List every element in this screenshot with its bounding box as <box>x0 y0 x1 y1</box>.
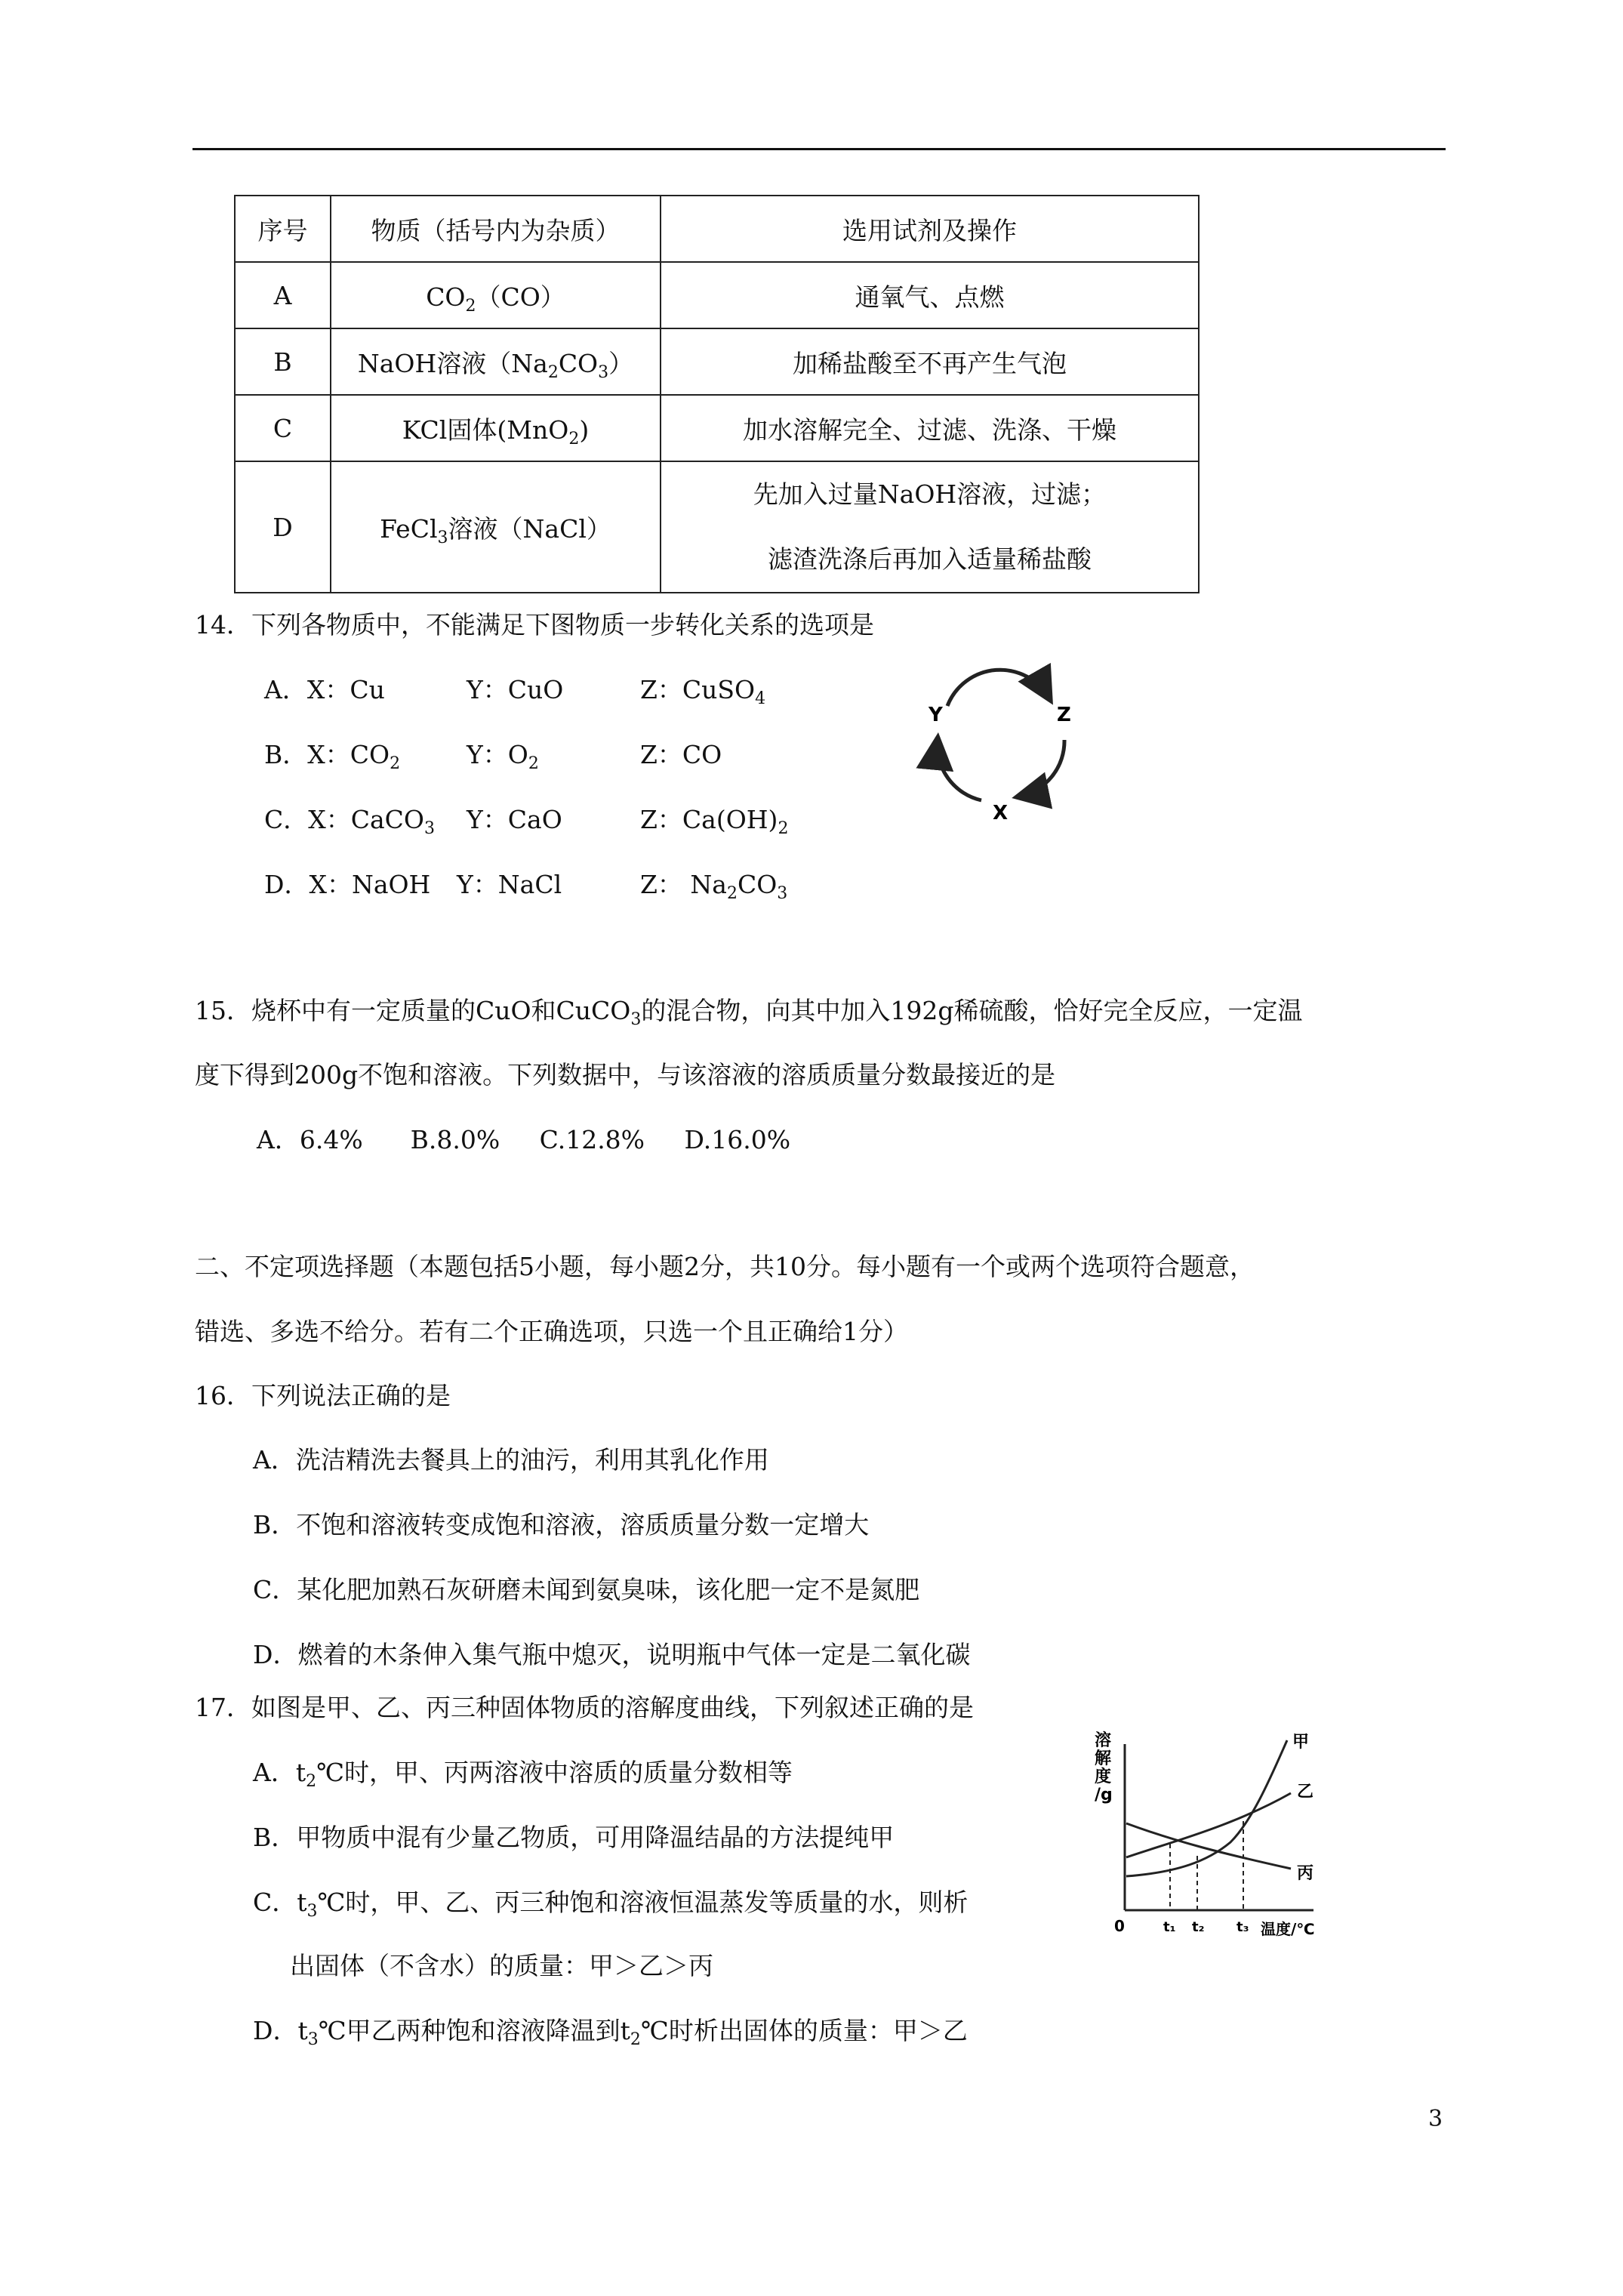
tick-t2: t₂ <box>1192 1919 1205 1935</box>
q14-stem: 14．下列各物质中，不能满足下图物质一步转化关系的选项是 <box>195 610 874 639</box>
node-z: Z <box>1057 704 1071 726</box>
table-row <box>235 328 1199 395</box>
q17-option-c: C．$t_3℃$时，甲、乙、丙三种饱和溶液恒温蒸发等质量的水，则析 <box>253 1888 969 1921</box>
row-substance: NaOH溶液$(Na_2CO_3)$ <box>331 328 661 395</box>
q14-option-c-y: Y：CaO <box>467 805 562 834</box>
q17-option-c-line2: 出固体（不含水）的质量：甲＞乙＞丙 <box>290 1951 713 1980</box>
q14-option-a-x: A．X：Cu <box>264 675 385 704</box>
q14-option-d-x: D．X：NaOH <box>264 870 431 899</box>
row-substance: $CO_2(CO)$ <box>331 262 661 328</box>
tick-t1: t₁ <box>1163 1919 1176 1935</box>
arrow-y-to-z <box>947 670 1049 706</box>
q16-option-b: B．不饱和溶液转变成饱和溶液，溶质质量分数一定增大 <box>253 1510 870 1539</box>
header-cell: 物质（括号内为杂质） <box>331 196 661 262</box>
arrow-z-to-x <box>1019 740 1064 797</box>
q16-stem: 16．下列说法正确的是 <box>195 1381 451 1410</box>
series-label-yi: 乙 <box>1297 1783 1314 1801</box>
q14-option-c-z: Z：$Ca(OH)_2$ <box>640 805 789 838</box>
row-id: A <box>235 262 331 328</box>
q16-option-c: C．某化肥加熟石灰研磨未闻到氨臭味，该化肥一定不是氮肥 <box>253 1575 920 1604</box>
q14-option-b-y: Y：$O_2$ <box>467 740 539 773</box>
row-substance: FeCl$_3$溶液（NaCl） <box>331 461 661 593</box>
q14-option-c-x: C．X：CaCO$_3$ <box>264 805 435 838</box>
node-y: Y <box>929 704 943 726</box>
q15-options: A．6.4% B.8.0% C.12.8% D.16.0% <box>257 1125 791 1154</box>
solubility-curve-graph <box>1087 1729 1344 1948</box>
header-cell: 选用试剂及操作 <box>661 196 1199 262</box>
section2-line2: 错选、多选不给分。若有二个正确选项，只选一个且正确给1分） <box>195 1317 908 1346</box>
q15-line1: 15．烧杯中有一定质量的CuO和CuCO$_3$的混合物，向其中加入192g稀硫酸，恰好完全反应，一定温 <box>195 996 1303 1029</box>
origin-label: 0 <box>1114 1917 1125 1935</box>
row-method: 加稀盐酸至不再产生气泡 <box>661 328 1199 395</box>
table-row <box>235 395 1199 461</box>
purification-table <box>234 195 1200 593</box>
q14-option-d-y: Y：NaCl <box>457 870 562 899</box>
q17-option-d: D．$t_3℃$甲乙两种饱和溶液降温到$t_2℃$时析出固体的质量：甲＞乙 <box>253 2016 968 2049</box>
section2-line1: 二、不定项选择题（本题包括5小题，每小题2分，共10分。每小题有一个或两个选项符合题意， <box>195 1252 1255 1281</box>
row-id: D <box>235 461 331 593</box>
q17-stem: 17．如图是甲、乙、丙三种固体物质的溶解度曲线，下列叙述正确的是 <box>195 1693 974 1722</box>
tick-t3: t₃ <box>1236 1919 1249 1935</box>
q14-option-b-z: Z：CO <box>640 740 722 769</box>
q14-option-b-x: B．X：$CO_2$ <box>264 740 401 773</box>
page-number: 3 <box>1428 2106 1443 2132</box>
q17-option-b: B．甲物质中混有少量乙物质，可用降温结晶的方法提纯甲 <box>253 1823 895 1852</box>
y-axis-label-3: 度 <box>1095 1767 1112 1786</box>
table-header-row <box>235 196 1199 262</box>
y-axis-label-4: /g <box>1095 1786 1113 1804</box>
node-x: X <box>993 802 1009 824</box>
q14-option-a-y: Y：CuO <box>467 675 564 704</box>
q14-option-a-z: Z：CuSO$_4$ <box>640 675 766 708</box>
q14-option-d-z: Z： $Na_2CO_3$ <box>640 870 788 903</box>
header-cell: 序号 <box>235 196 331 262</box>
header-rule <box>192 148 1446 150</box>
row-id: C <box>235 395 331 461</box>
table-row <box>235 461 1199 593</box>
x-axis-label: 温度/℃ <box>1261 1920 1315 1938</box>
q15-line2: 度下得到200g不饱和溶液。下列数据中，与该溶液的溶质质量分数最接近的是 <box>195 1060 1056 1089</box>
table-row <box>235 262 1199 328</box>
row-substance: KCl固体(MnO$_2$) <box>331 395 661 461</box>
y-axis-label-2: 解 <box>1095 1749 1112 1768</box>
row-id: B <box>235 328 331 395</box>
arrow-x-to-y <box>938 740 981 800</box>
row-method: 加水溶解完全、过滤、洗涤、干燥 <box>661 395 1199 461</box>
y-axis-label-1: 溶 <box>1095 1731 1112 1750</box>
q16-option-d: D．燃着的木条伸入集气瓶中熄灭，说明瓶中气体一定是二氧化碳 <box>253 1640 971 1669</box>
conversion-cycle-diagram <box>906 657 1102 831</box>
curve-yi <box>1126 1793 1291 1857</box>
q16-option-a: A．洗洁精洗去餐具上的油污，利用其乳化作用 <box>253 1445 769 1475</box>
row-method: 先加入过量NaOH溶液，过滤； 滤渣洗涤后再加入适量稀盐酸 <box>661 461 1199 593</box>
row-method: 通氧气、点燃 <box>661 262 1199 328</box>
series-label-jia: 甲 <box>1292 1733 1310 1752</box>
q17-option-a: A．$t_2℃$时，甲、丙两溶液中溶质的质量分数相等 <box>253 1758 793 1791</box>
series-label-bing: 丙 <box>1297 1864 1314 1883</box>
